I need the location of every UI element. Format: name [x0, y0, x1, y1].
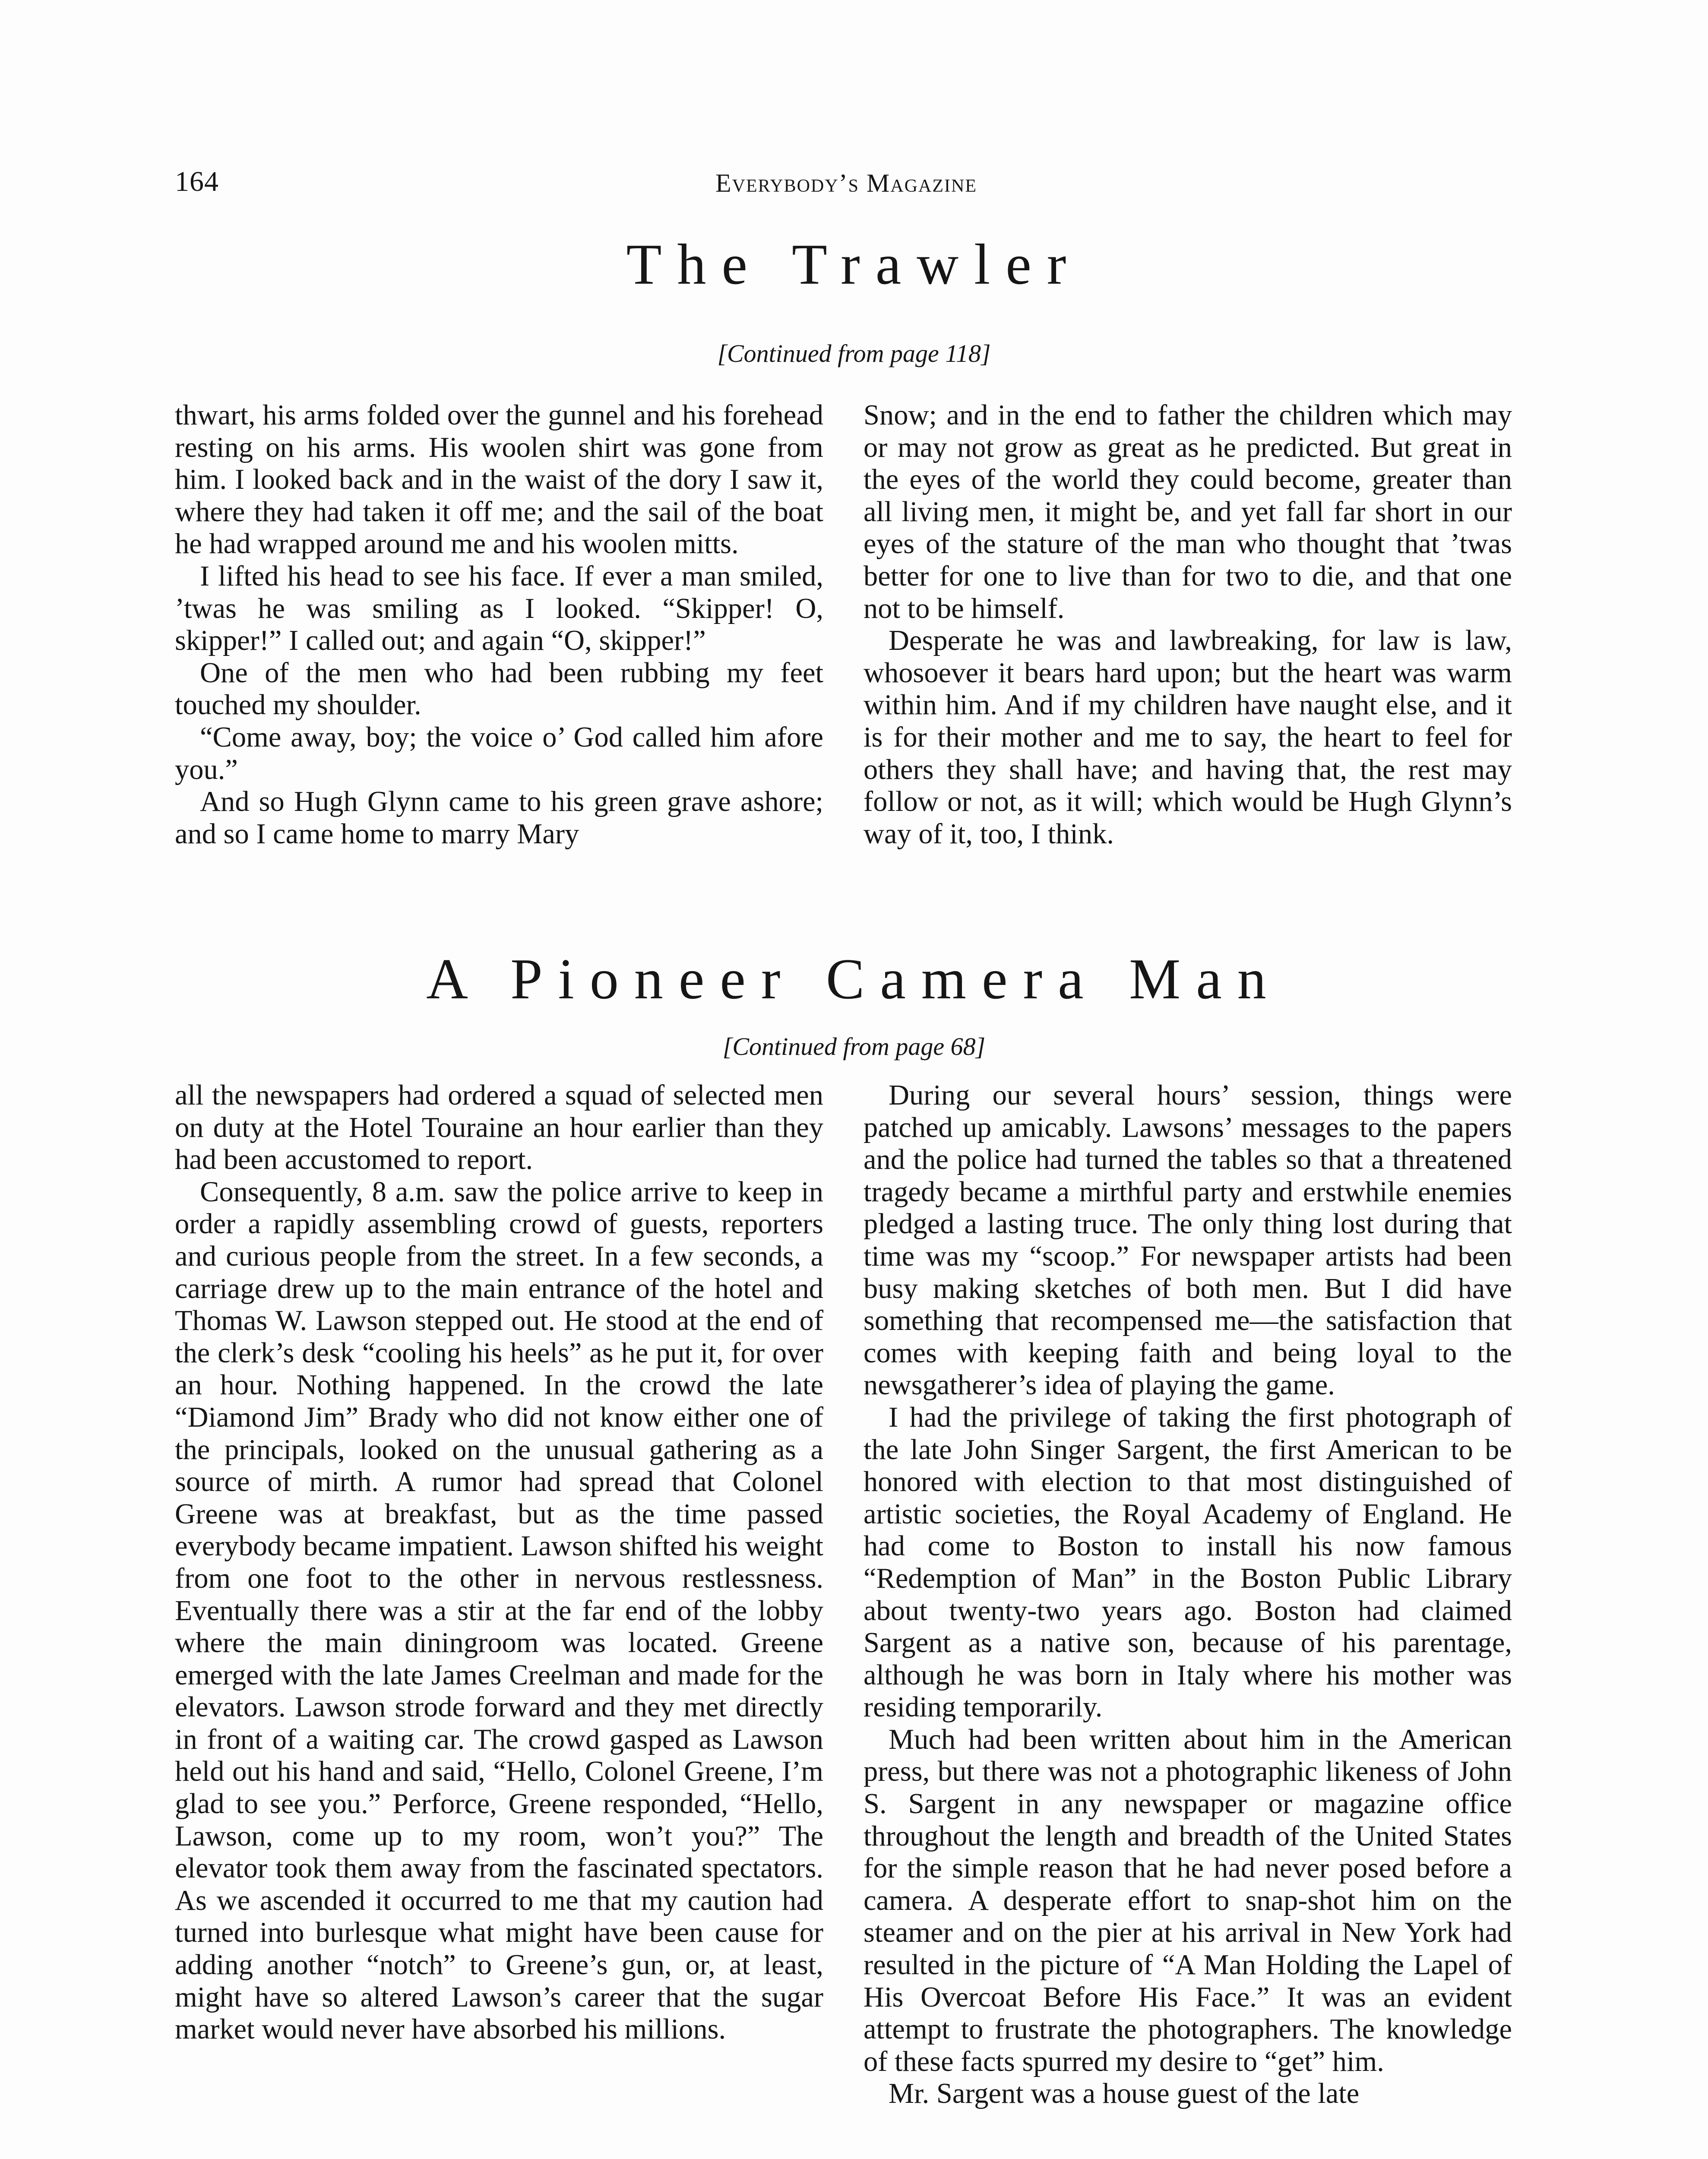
- continued-note-trawler: [Continued from page 118]: [717, 339, 991, 367]
- paragraph: Consequently, 8 a.m. saw the police arrive to keep in order a rapidly assembling crowd of guests, reporters and curious people from the street. In a few seconds, a carriage drew up to the main entrance of the hotel and Thomas W. Lawson stepped out. He stood at the end of the clerk’s desk “cooling his heels” as he put it, for over an hour. Nothing happened. In the crowd the late “Diamond Jim” Brady who did not know either one of the principals, looked on the unusual gathering as a source of mirth. A rumor had spread that Colonel Greene was at breakfast, but as the time passed everybody became impatient. Lawson shifted his weight from one foot to the other in nervous restlessness. Eventually there was a stir at the far end of the lobby where the main diningroom was located. Greene emerged with the late James Creelman and made for the elevators. Lawson strode forward and they met directly in front of a waiting car. The crowd gasped as Lawson held out his hand and said, “Hello, Colonel Greene, I’m glad to see you.” Perforce, Greene responded, “Hello, Lawson, come up to my room, won’t you?” The elevator took them away from the fascinated spectators. As we ascended it occurred to me that my caution had turned into burlesque what might have been cause for adding another “notch” to Greene’s gun, or, at least, might have so altered Lawson’s career that the sugar market would never have absorbed his millions.: [175, 1176, 823, 2045]
- paragraph: Snow; and in the end to father the children which may or may not grow as great as he predicted. But great in the eyes of the world they could become, greater than all living men, it might be, and yet fall far short in our eyes of the stature of the man who thought that ’twas better for one to live than for two to die, and that one not to be himself.: [863, 399, 1512, 624]
- camera-left-column: [175, 1080, 823, 2046]
- running-head: Everybody’s Magazine: [715, 169, 977, 197]
- paragraph: I had the privilege of taking the first photograph of the late John Singer Sargent, the first American to be honored with election to that most distinguished of artistic societies, the Royal Academy of England. He had come to Boston to install his now famous “Redemption of Man” in the Boston Public Library about twenty-two years ago. Boston had claimed Sargent as a native son, because of his parentage, although he was born in Italy where his mother was residing temporarily.: [863, 1401, 1512, 1723]
- continued-note-camera-man: [Continued from page 68]: [722, 1032, 986, 1061]
- paragraph: I lifted his head to see his face. If ever a man smiled, ’twas he was smiling as I looked. “Skipper! O, skipper!” I called out; and again “O, skipper!”: [175, 560, 823, 657]
- camera-right-column: [863, 1080, 1512, 2110]
- paragraph: One of the men who had been rubbing my feet touched my shoulder.: [175, 657, 823, 721]
- paragraph: thwart, his arms folded over the gunnel and his forehead resting on his arms. His woolen shirt was gone from him. I looked back and in the waist of the dory I saw it, where they had taken it off me; and the sail of the boat he had wrapped around me and his woolen mitts.: [175, 399, 823, 560]
- story-title-camera-man: A Pioneer Camera Man: [426, 947, 1282, 1011]
- story-title-trawler: The Trawler: [626, 232, 1082, 296]
- page-number: 164: [175, 166, 219, 197]
- paragraph: Desperate he was and lawbreaking, for law is law, whosoever it bears hard upon; but the heart was warm within him. And if my children have naught else, and it is for their mother and me to say, the heart to feel for others they shall have; and having that, the rest may follow or not, as it will; which would be Hugh Glynn’s way of it, too, I think.: [863, 625, 1512, 850]
- paragraph: During our several hours’ session, things were patched up amicably. Lawsons’ messages to the papers and the police had turned the tables so that a threatened tragedy became a mirthful party and erstwhile enemies pledged a lasting truce. The only thing lost during that time was my “scoop.” For newspaper artists had been busy making sketches of both men. But I did have something that recompensed me—the satisfaction that comes with keeping faith and being loyal to the newsgatherer’s idea of playing the game.: [863, 1080, 1512, 1401]
- trawler-left-column: [175, 399, 823, 850]
- paragraph: Much had been written about him in the American press, but there was not a photographic likeness of John S. Sargent in any newspaper or magazine office throughout the length and breadth of the United States for the simple reason that he had never posed before a camera. A desperate effort to snap-shot him on the steamer and on the pier at his arrival in New York had resulted in the picture of “A Man Holding the Lapel of His Overcoat Before His Face.” It was an evident attempt to frustrate the photographers. The knowledge of these facts spurred my desire to “get” him.: [863, 1723, 1512, 2077]
- paragraph: Mr. Sargent was a house guest of the late: [889, 2078, 1360, 2110]
- paragraph: And so Hugh Glynn came to his green grave ashore; and so I came home to marry Mary: [175, 786, 823, 850]
- paragraph: all the newspapers had ordered a squad of selected men on duty at the Hotel Touraine an hour earlier than they had been accustomed to report.: [175, 1080, 823, 1176]
- trawler-right-column: [863, 399, 1512, 850]
- paragraph: “Come away, boy; the voice o’ God called him afore you.”: [175, 721, 823, 785]
